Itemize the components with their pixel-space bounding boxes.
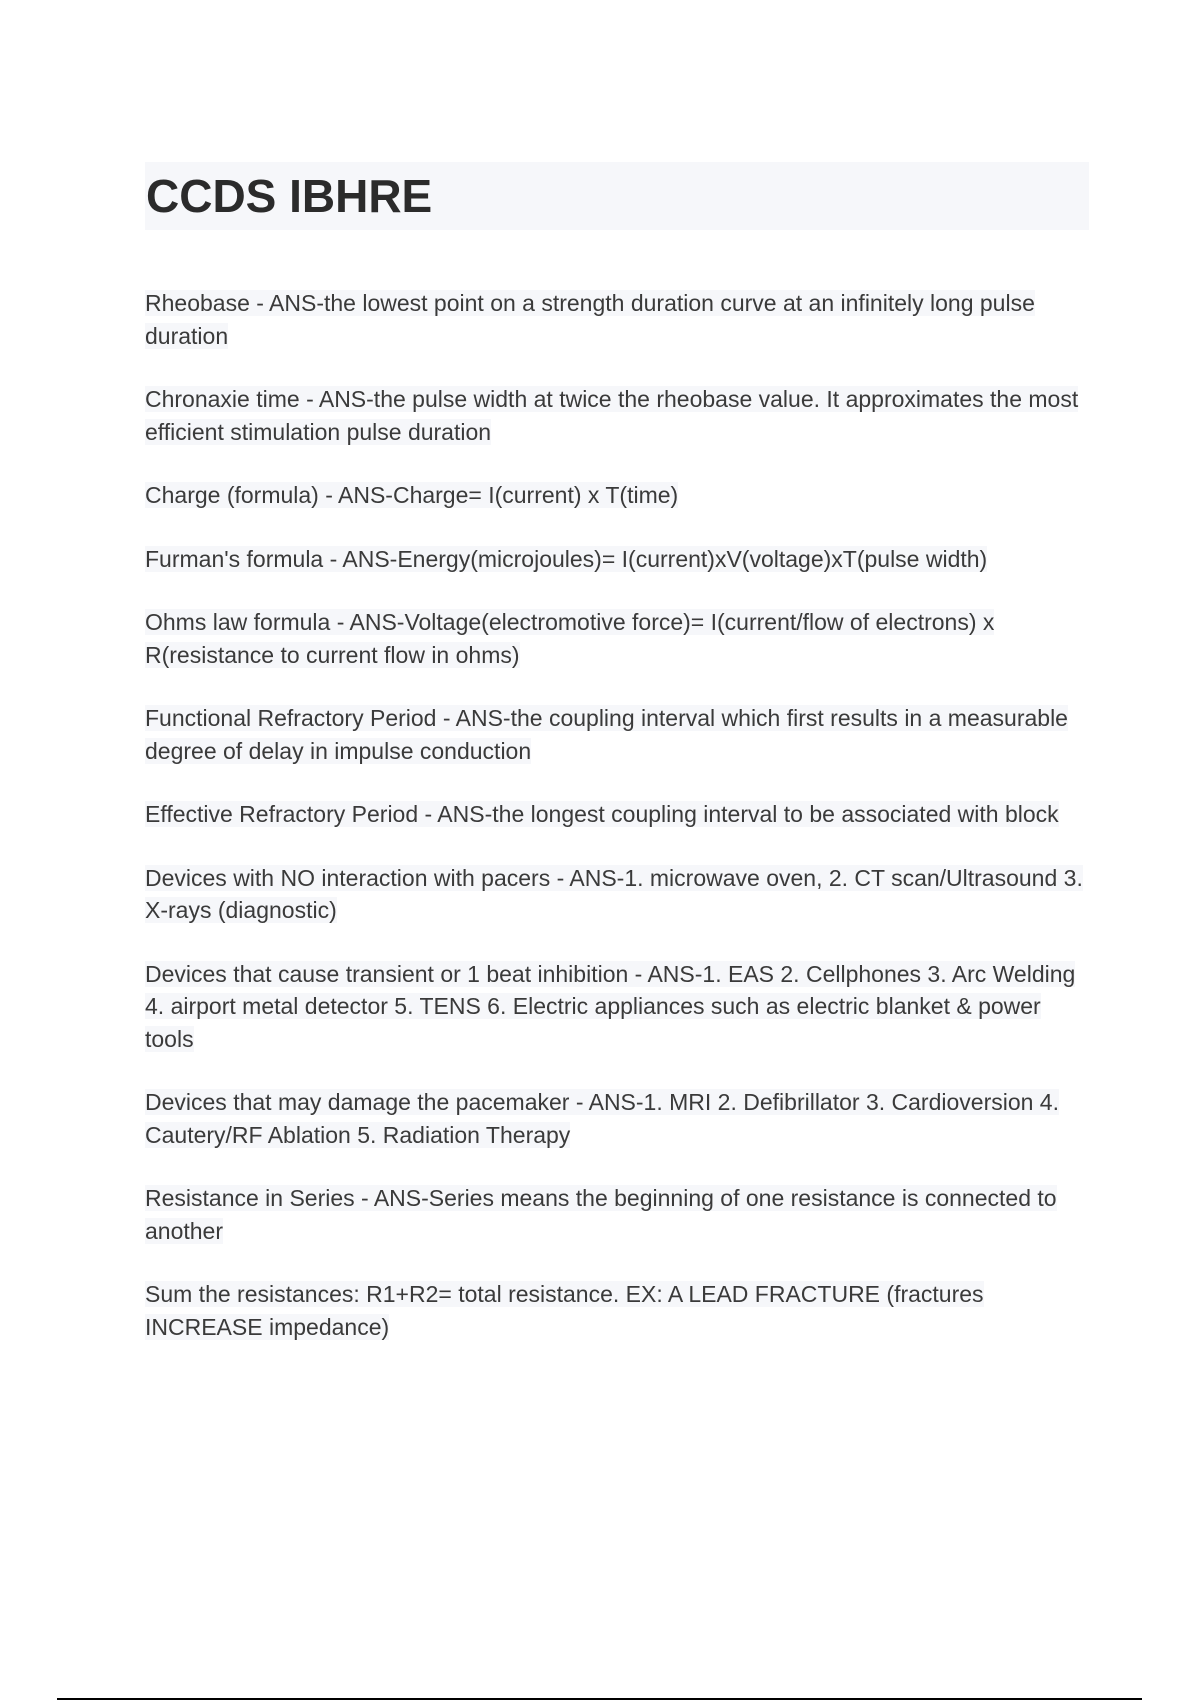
qa-text: Rheobase - ANS-the lowest point on a strength duration curve at an infinitely long pulse duration [145,290,1035,349]
qa-item-furmans-formula [145,543,1090,576]
qa-text: Devices that cause transient or 1 beat inhibition - ANS-1. EAS 2. Cellphones 3. Arc Welding 4. airport metal detector 5. TENS 6. Electric appliances such as electric blanket & power tools [145,960,1076,1052]
qa-text: Sum the resistances: R1+R2= total resistance. EX: A LEAD FRACTURE (fractures INCREASE impedance) [145,1281,984,1340]
qa-text: Chronaxie time - ANS-the pulse width at twice the rheobase value. It approximates the most efficient stimulation pulse duration [145,386,1079,445]
qa-text: Effective Refractory Period - ANS-the longest coupling interval to be associated with block [145,801,1059,827]
qa-item-rheobase [145,287,1090,352]
qa-item-functional-refractory-period [145,702,1090,767]
qa-item-ohms-law [145,606,1090,671]
qa-text: Devices with NO interaction with pacers - ANS-1. microwave oven, 2. CT scan/Ultrasound 3. X-rays (diagnostic) [145,864,1083,923]
qa-item-transient-inhibition-devices [145,958,1090,1056]
qa-text: Resistance in Series - ANS-Series means the beginning of one resistance is connected to another [145,1185,1057,1244]
qa-item-no-interaction-devices [145,862,1090,927]
qa-text: Functional Refractory Period - ANS-the coupling interval which first results in a measurable degree of delay in impulse conduction [145,705,1068,764]
qa-item-damaging-devices [145,1086,1090,1151]
qa-item-sum-resistances [145,1278,1090,1343]
qa-item-resistance-in-series [145,1182,1090,1247]
qa-text: Ohms law formula - ANS-Voltage(electromotive force)= I(current/flow of electrons) x R(resistance to current flow in ohms) [145,609,995,668]
title-block [145,162,1089,230]
qa-text: Charge (formula) - ANS-Charge= I(current) x T(time) [145,482,679,508]
qa-text: Furman's formula - ANS-Energy(microjoules)= I(current)xV(voltage)xT(pulse width) [145,545,988,572]
qa-text: Devices that may damage the pacemaker - ANS-1. MRI 2. Defibrillator 3. Cardioversion 4. Cautery/RF Ablation 5. Radiation Therapy [145,1089,1059,1148]
qa-item-effective-refractory-period [145,798,1090,831]
qa-item-charge-formula [145,479,1090,512]
qa-list [145,287,1095,1374]
qa-item-chronaxie-time [145,383,1090,448]
page-title: CCDS IBHRE [146,170,433,222]
